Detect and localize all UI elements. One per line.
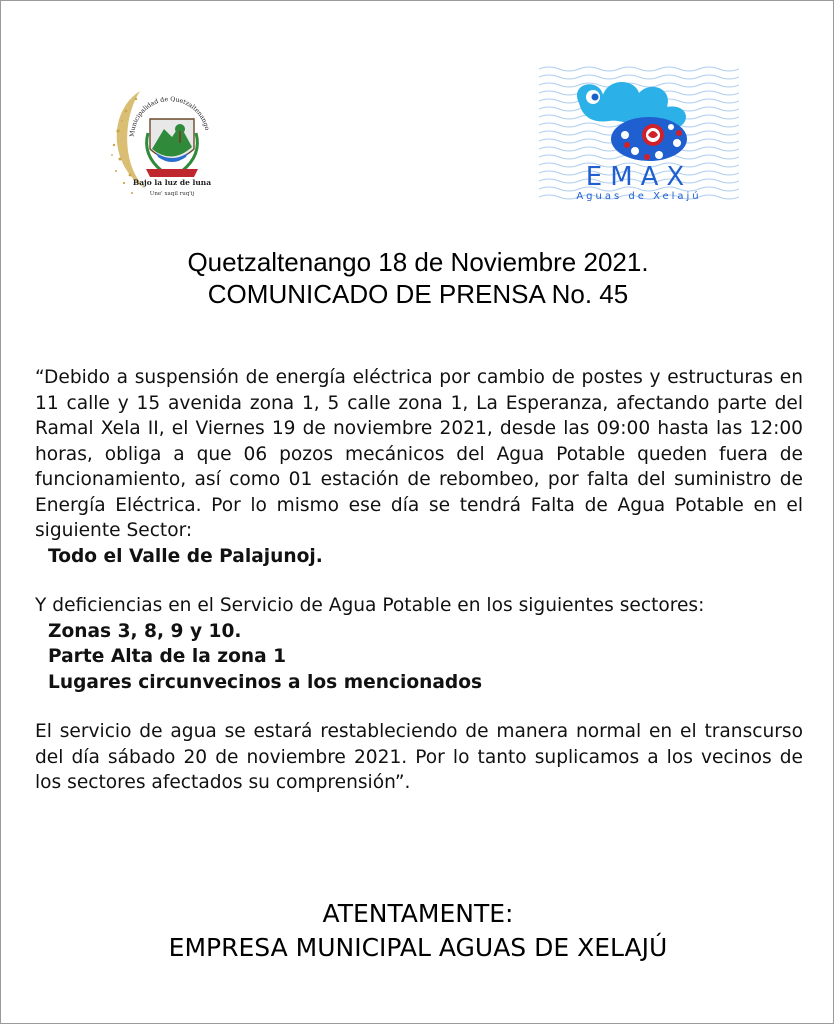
list-item: Parte Alta de la zona 1 [48, 646, 287, 667]
emax-tagline: Aguas de Xelajú [576, 191, 702, 202]
press-title: COMUNICADO DE PRENSA No. 45 [207, 279, 629, 309]
emax-water-wave-icon [539, 63, 739, 203]
spacer [35, 569, 803, 593]
emax-logo [539, 63, 739, 203]
paragraph-outage: “Debido a suspensión de energía eléctrica por cambio de postes y estructuras en 11 calle y 15 avenida zona 1, 5 calle zona 1, La Esperanza, afectando parte del Ramal Xela II, el Viernes 19 de noviembre 2021, desde las 09:00 hasta las 12:00 horas, obliga a que 06 pozos mecánicos del Agua Potable queden fuera de funcionamiento, así como 01 estación de rebombeo, por falta del suministro de Energía Eléctrica. Por lo mismo ese día se tendrá Falta de Agua Potable en el siguiente Sector: [35, 367, 803, 541]
date-line: Quetzaltenango 18 de Noviembre 2021. [187, 247, 649, 277]
municipality-arc-text: Municipalidad de Quetzaltenango [128, 95, 211, 138]
closing-block [1, 897, 834, 965]
spacer [35, 695, 803, 719]
sector-no-water: Todo el Valle de Palajunoj. [48, 545, 323, 567]
municipality-seal-icon [106, 71, 231, 211]
press-header [1, 246, 834, 310]
paragraph-deficiencies: Y deficiencias en el Servicio de Agua Potable en los siguientes sectores: [35, 595, 705, 616]
list-item: Lugares circunvecinos a los mencionados [48, 671, 483, 693]
regards-line: ATENTAMENTE: [322, 899, 514, 928]
municipality-motto: Bajo la luz de luna [132, 178, 212, 187]
municipality-motto-sub: Une' xaqil ruq'ij [149, 191, 195, 197]
press-body [35, 365, 803, 796]
list-item: Zonas 3, 8, 9 y 10. [48, 620, 242, 642]
municipality-logo [106, 71, 231, 211]
emax-name: EMAX [585, 162, 693, 192]
signature-line: EMPRESA MUNICIPAL AGUAS DE XELAJÚ [168, 933, 668, 962]
paragraph-restoration: El servicio de agua se estará restableciendo de manera normal en el transcurso del día sábado 20 de noviembre 2021. Por lo tanto suplicamos a los vecinos de los sectores afectados su comprensión”. [35, 721, 803, 793]
